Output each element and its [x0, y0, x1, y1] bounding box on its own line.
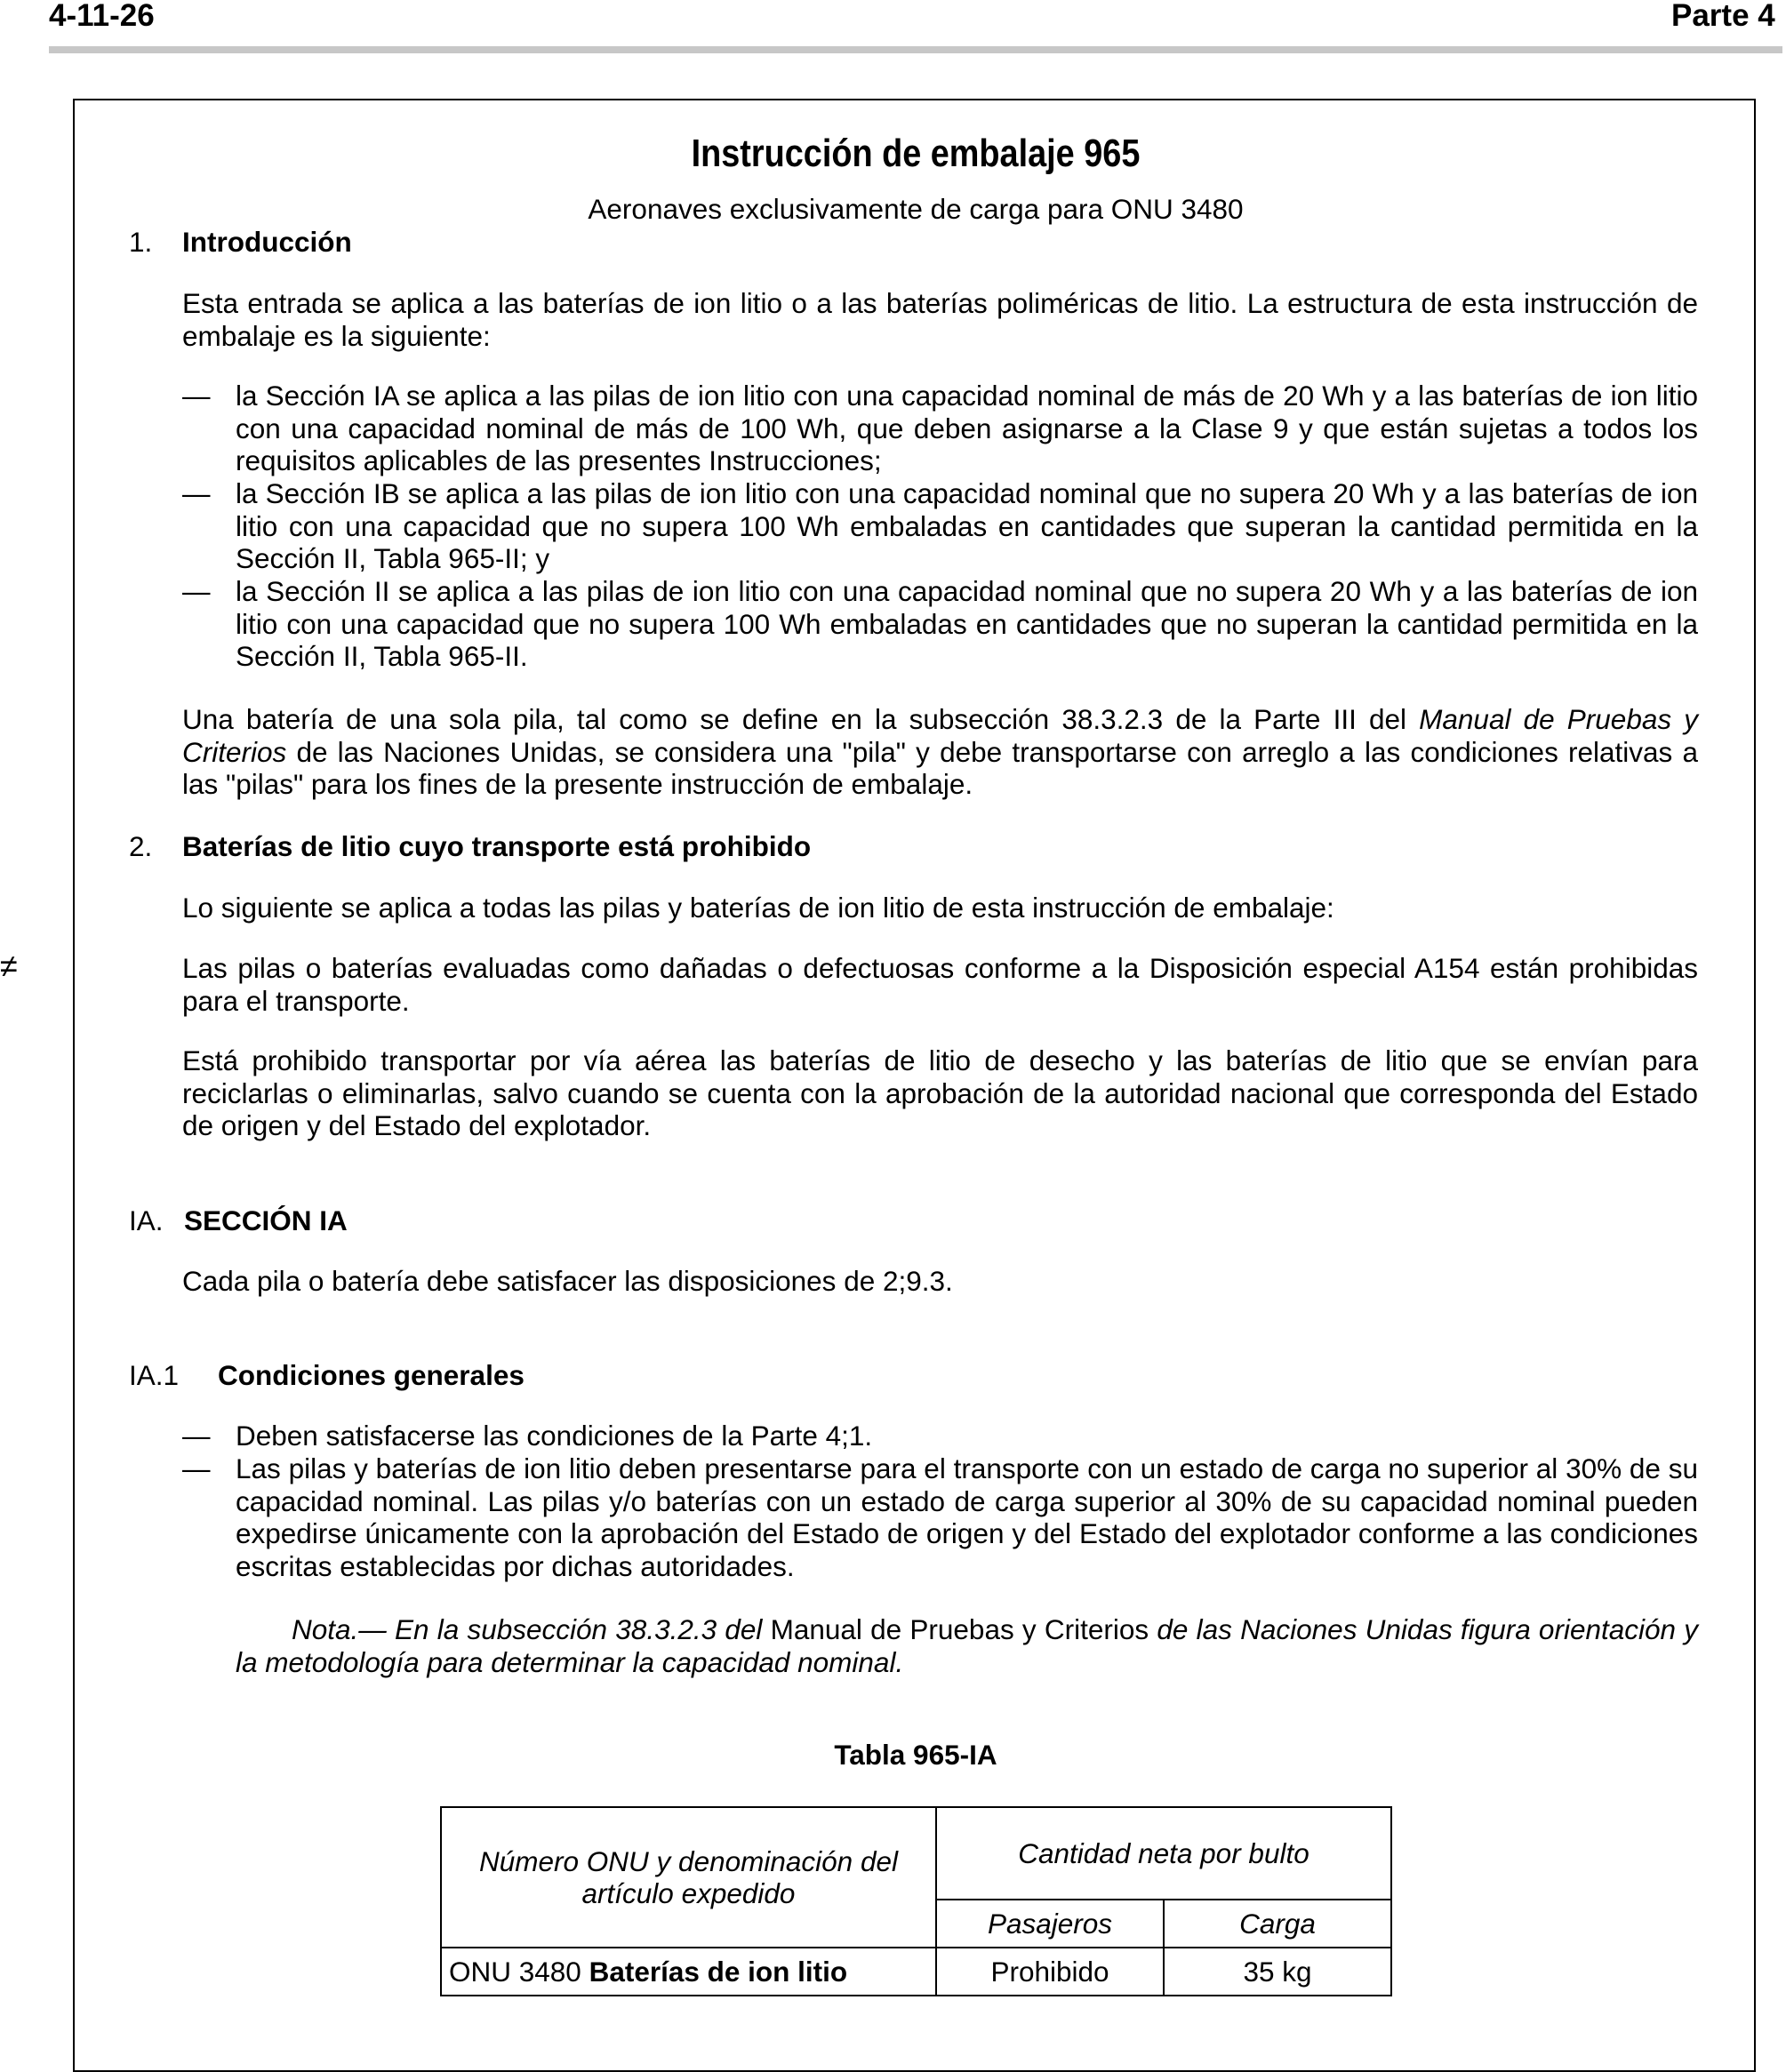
table-header-row: [441, 1807, 1391, 1900]
list-dash: —: [182, 380, 211, 412]
section-ia1-title: Condiciones generales: [218, 1359, 525, 1391]
page-header-right: Parte 4: [1671, 0, 1775, 33]
table-header-qty: Cantidad neta por bulto: [936, 1807, 1391, 1900]
note-text-a: Nota.— En la subsección 38.3.2.3 del: [292, 1613, 771, 1645]
section-ia-number: IA.: [129, 1204, 164, 1236]
p2-manual-title: Manual de Pruebas y Criterios: [182, 703, 1698, 768]
table-row: [441, 1948, 1391, 1996]
section-2-title: Baterías de litio cuyo transporte está prohibido: [182, 830, 812, 862]
list-dash: —: [182, 1452, 211, 1484]
table-cell-un: [441, 1948, 936, 1996]
p2-text-a: Una batería de una sola pila, tal como se define en la subsección 38.3.2.3 de la Parte III del: [182, 703, 1420, 735]
section-ia-paragraph-1: Cada pila o batería debe satisfacer las disposiciones de 2;9.3.: [182, 1265, 953, 1297]
section-ia1-item-1: Deben satisfacerse las condiciones de la Parte 4;1.: [236, 1420, 873, 1452]
note-text-c: de las Naciones Unidas figura orientación y la metodología para determinar la capacidad nominal.: [236, 1613, 1699, 1678]
page-header-left: 4-11-26: [49, 0, 155, 33]
section-1-title: Introducción: [182, 226, 352, 258]
section-2-number: 2.: [129, 830, 153, 862]
list-dash: —: [182, 477, 211, 509]
section-1-item-1: la Sección IA se aplica a las pilas de ion litio con una capacidad nominal de más de 20 Wh y a las baterías de ion litio con una capacidad nominal de más de 100 Wh, que deben asignarse a la Clase 9 y que están sujetas a todos los requisitos aplicables de las presentes Instrucciones;: [236, 380, 1698, 476]
p2-text-b: de las Naciones Unidas, se considera una "pila" y debe transportarse con arreglo a las condiciones relativas a las "pilas" para los fines de la presente instrucción de embalaje.: [182, 735, 1698, 800]
table-header-pasajeros: Pasajeros: [936, 1900, 1164, 1948]
section-1-paragraph-1: Esta entrada se aplica a las baterías de ion litio o a las baterías poliméricas de litio. La estructura de esta instrucción de embalaje es la siguiente:: [182, 287, 1698, 352]
page-title: Instrucción de embalaje 965: [691, 132, 1141, 175]
note-manual-title: Manual de Pruebas y Criterios: [770, 1613, 1149, 1645]
header-rule: [49, 46, 1782, 53]
un-number: ONU 3480: [449, 1955, 589, 1988]
section-2-paragraph-1: Lo siguiente se aplica a todas las pilas y baterías de ion litio de esta instrucción de embalaje:: [182, 892, 1334, 924]
section-ia-title: SECCIÓN IA: [184, 1204, 348, 1236]
change-mark: ≠: [0, 948, 18, 984]
section-1-item-2: la Sección IB se aplica a las pilas de ion litio con una capacidad nominal que no supera 20 Wh y a las baterías de ion litio con una capacidad que no supera 100 Wh embaladas en cantidades que superan la cantidad permitida en la Sección II, Tabla 965-II; y: [236, 477, 1698, 574]
section-1-item-3: la Sección II se aplica a las pilas de ion litio con una capacidad nominal que no supera 20 Wh y a las baterías de ion litio con una capacidad que no supera 100 Wh embaladas en cantidades que no superan la cantidad permitida en la Sección II, Tabla 965-II.: [236, 575, 1698, 672]
un-name: Baterías de ion litio: [589, 1955, 848, 1988]
table-header-un: Número ONU y denominación del artículo expedido: [441, 1807, 936, 1948]
table-cell-pasajeros: Prohibido: [936, 1948, 1164, 1996]
section-2-paragraph-3: Está prohibido transportar por vía aérea las baterías de litio de desecho y las baterías de litio que se envían para reciclarlas o eliminarlas, salvo cuando se cuenta con la aprobación de la autoridad nacional que corresponda del Estado de origen y del Estado del explotador.: [182, 1044, 1698, 1141]
table-title: Tabla 965-IA: [834, 1739, 997, 1771]
table-cell-carga: 35 kg: [1164, 1948, 1391, 1996]
section-2-paragraph-2: Las pilas o baterías evaluadas como dañadas o defectuosas conforme a la Disposición especial A154 están prohibidas para el transporte.: [182, 952, 1698, 1017]
section-ia1-number: IA.1: [129, 1359, 180, 1391]
list-dash: —: [182, 1420, 211, 1452]
table-header-carga: Carga: [1164, 1900, 1391, 1948]
page-subtitle: Aeronaves exclusivamente de carga para ONU 3480: [588, 193, 1244, 225]
table-965-ia: [440, 1806, 1392, 1996]
section-1-number: 1.: [129, 226, 153, 258]
section-ia1-item-2: Las pilas y baterías de ion litio deben presentarse para el transporte con un estado de carga no superior al 30% de su capacidad nominal. Las pilas y/o baterías con un estado de carga superior al 30% de su capacidad nominal pueden expedirse únicamente con la aprobación del Estado de origen y del Estado del explotador conforme a las condiciones escritas establecidas por dichas autoridades.: [236, 1452, 1698, 1582]
section-ia1-note: [236, 1613, 1698, 1678]
list-dash: —: [182, 575, 211, 607]
section-1-paragraph-2: [182, 703, 1698, 801]
